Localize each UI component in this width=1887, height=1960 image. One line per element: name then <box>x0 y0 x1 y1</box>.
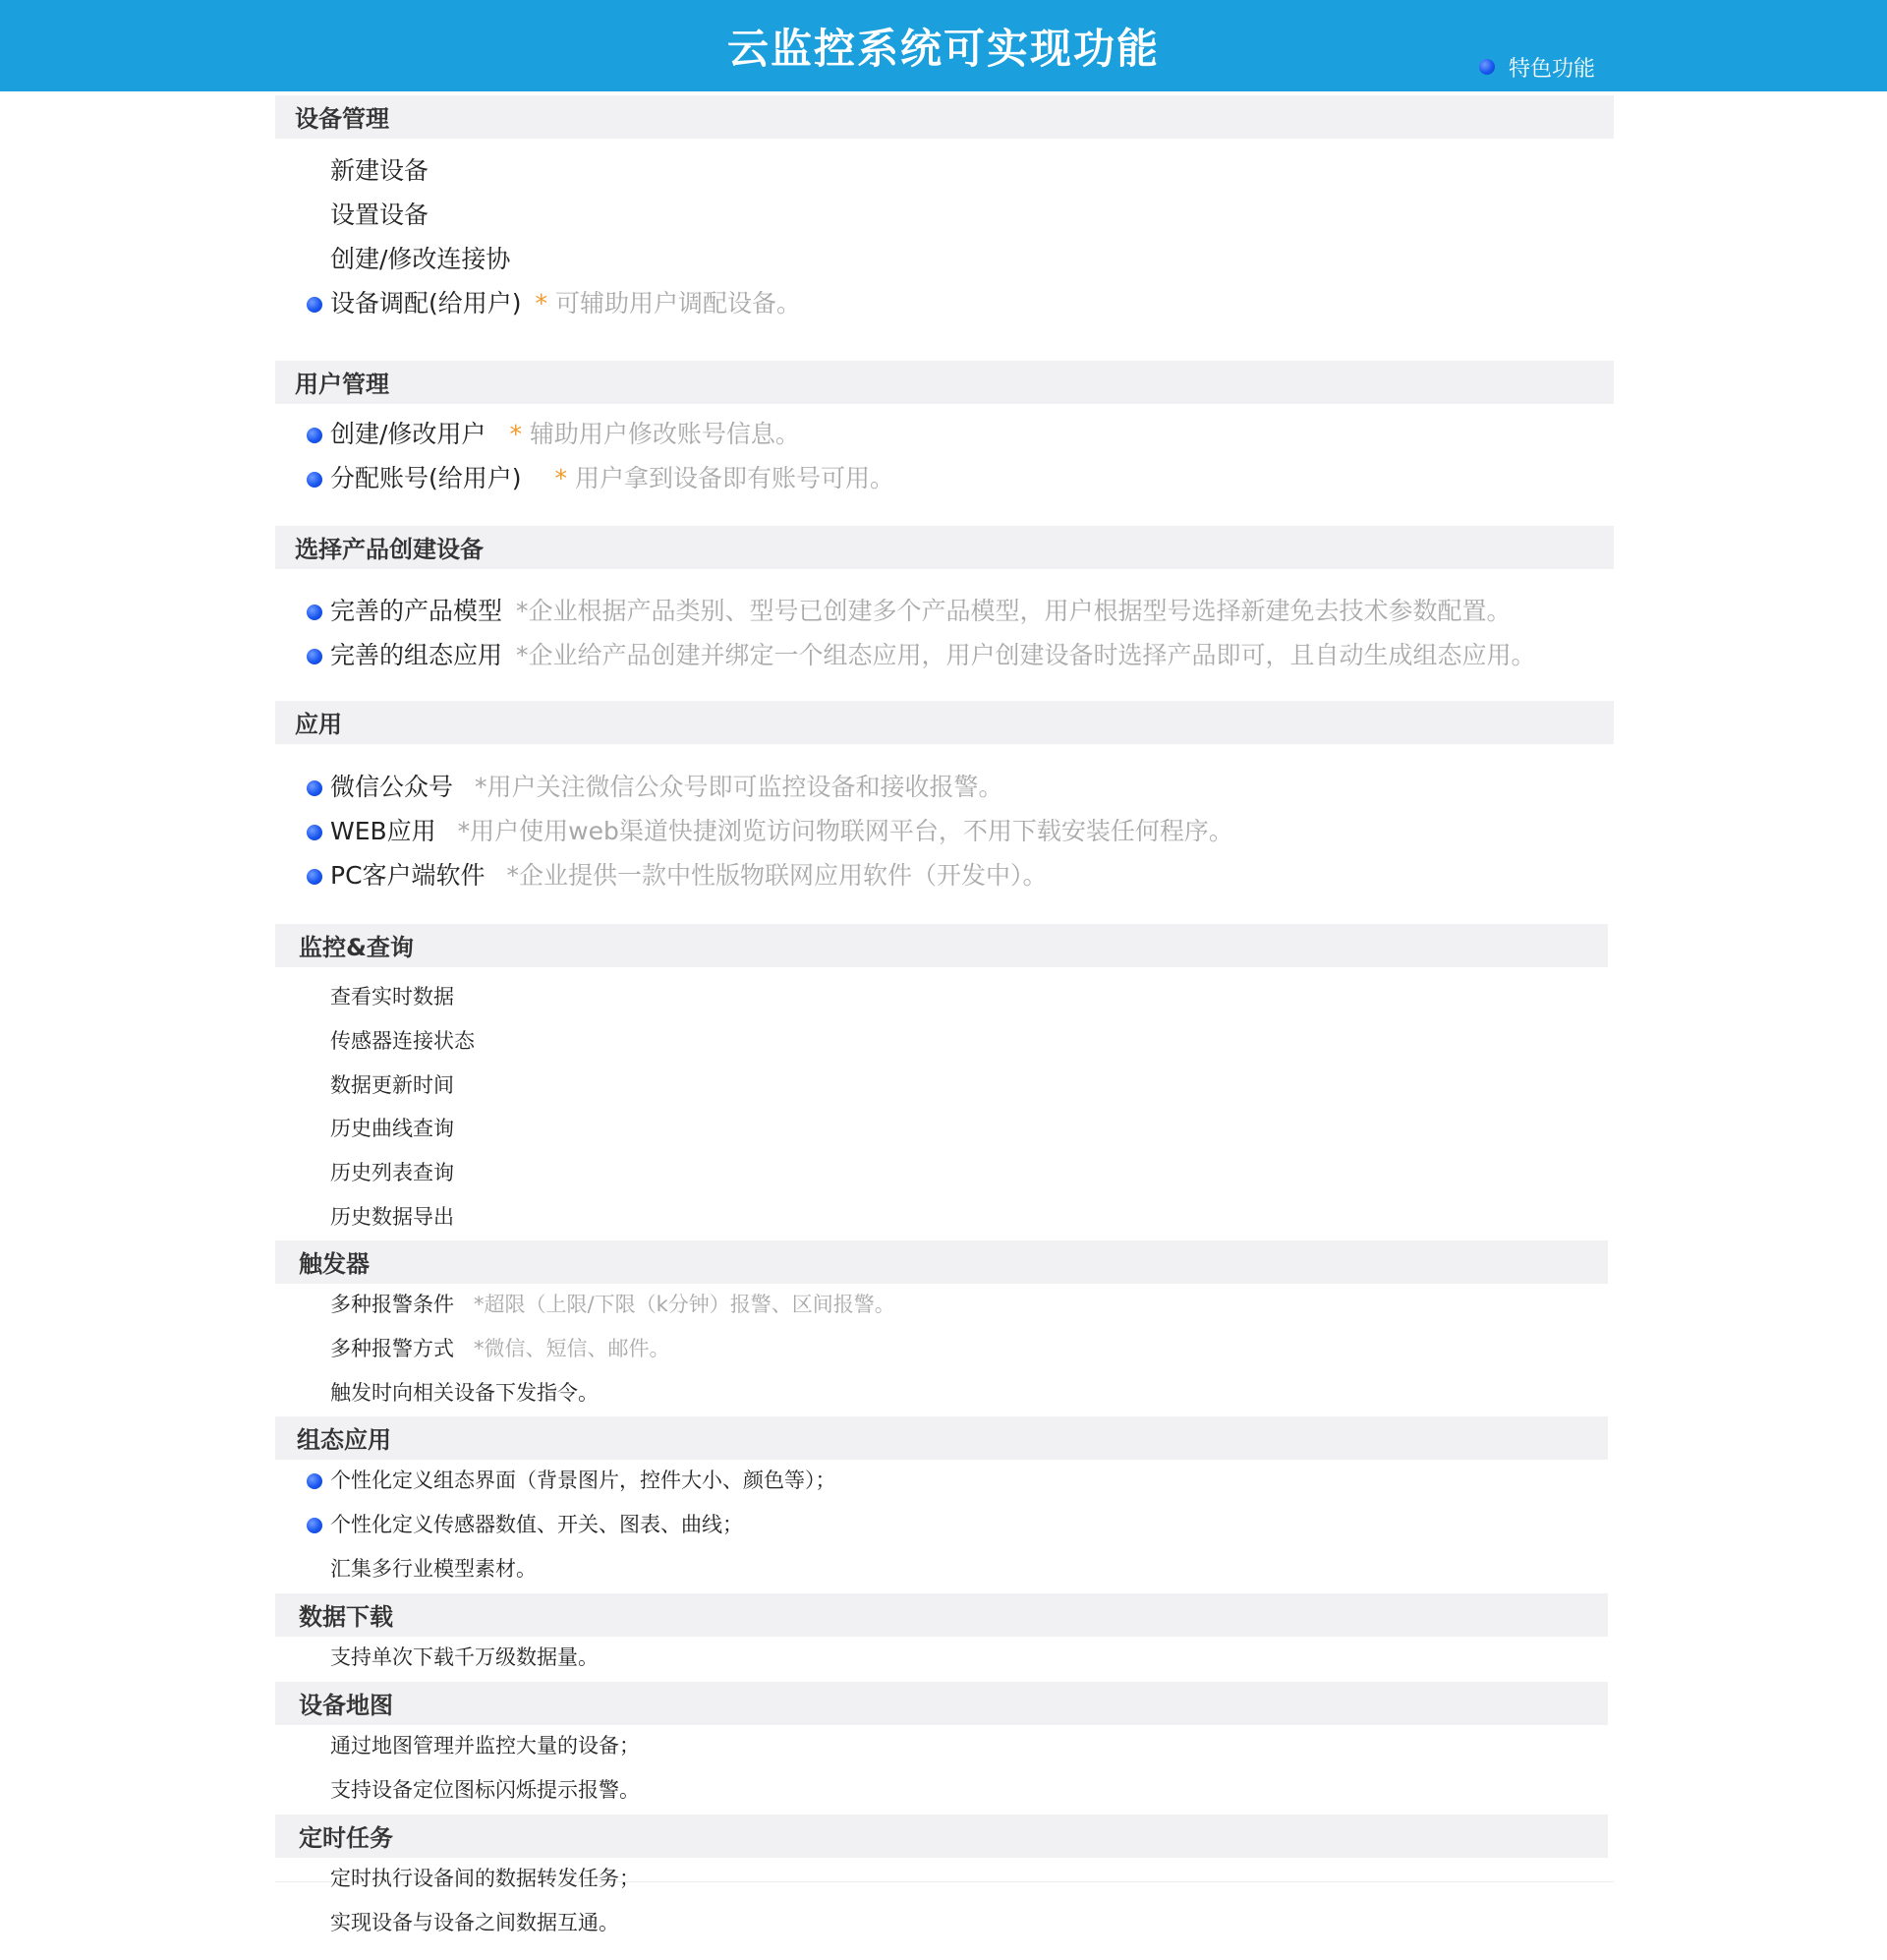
list-item <box>330 634 1536 677</box>
item-label: 查看实时数据 <box>330 985 454 1009</box>
item-label: 个性化定义组态界面（背景图片，控件大小、颜色等）； <box>330 1469 836 1492</box>
list-item <box>330 413 800 456</box>
list-item <box>330 1901 619 1944</box>
featured-dot-icon <box>307 472 322 488</box>
list-item <box>330 854 1048 897</box>
item-label: 个性化定义传感器数值、开关、图表、曲线； <box>330 1513 743 1536</box>
item-note: *企业提供一款中性版物联网应用软件（开发中）。 <box>506 861 1048 890</box>
section-title: 设备管理 <box>295 105 389 133</box>
item-note: *企业给产品创建并绑定一个组态应用，用户创建设备时选择产品即可，且自动生成组态应用。 <box>516 641 1536 669</box>
list-item <box>330 1064 454 1107</box>
item-label: 创建/修改连接协 <box>330 245 511 273</box>
item-label: 微信公众号 <box>330 773 454 801</box>
featured-dot-icon <box>307 1518 322 1533</box>
item-label: 历史数据导出 <box>330 1205 454 1229</box>
section-header-monitor-query <box>275 924 1608 967</box>
item-label: 历史列表查询 <box>330 1161 454 1184</box>
item-label: 支持设备定位图标闪烁提示报警。 <box>330 1778 640 1802</box>
item-label: 触发时向相关设备下发指令。 <box>330 1381 599 1405</box>
item-label: 分配账号(给用户) <box>330 464 522 492</box>
item-label: WEB应用 <box>330 817 436 845</box>
list-item <box>330 1327 670 1370</box>
item-label: 创建/修改用户 <box>330 420 486 448</box>
item-label: 设置设备 <box>330 201 429 229</box>
featured-dot-icon <box>307 869 322 885</box>
item-label: 定时执行设备间的数据转发任务； <box>330 1867 640 1890</box>
section-header-product-device <box>275 526 1614 569</box>
featured-legend-label: 特色功能 <box>1509 56 1596 82</box>
featured-dot-icon <box>307 780 322 796</box>
section-header-scada-app <box>275 1416 1608 1460</box>
list-item <box>330 1503 743 1546</box>
featured-dot-icon <box>1479 59 1495 75</box>
section-header-applications <box>275 701 1614 744</box>
item-note: * 辅助用户修改账号信息。 <box>509 420 799 448</box>
list-item <box>330 149 429 193</box>
section-title: 应用 <box>295 711 342 738</box>
item-label: 传感器连接状态 <box>330 1029 475 1053</box>
section-title: 用户管理 <box>295 371 389 398</box>
list-item <box>330 1151 454 1194</box>
section-header-device-map <box>275 1682 1608 1725</box>
item-label: 实现设备与设备之间数据互通。 <box>330 1911 619 1934</box>
list-item <box>330 1547 537 1590</box>
section-header-device-management <box>275 95 1614 139</box>
list-item <box>330 238 510 281</box>
list-item <box>330 975 454 1018</box>
section-title: 选择产品创建设备 <box>295 536 484 563</box>
list-item <box>330 1195 454 1239</box>
section-header-data-download <box>275 1593 1608 1637</box>
item-label: 汇集多行业模型素材。 <box>330 1557 537 1581</box>
list-item <box>330 1371 599 1414</box>
section-header-user-management <box>275 361 1614 404</box>
featured-legend <box>1479 49 1595 85</box>
page-header <box>0 0 1887 91</box>
list-item <box>330 810 1233 853</box>
section-title: 设备地图 <box>299 1692 393 1719</box>
list-item <box>330 1459 836 1502</box>
list-item <box>330 1107 454 1150</box>
page-title: 云监控系统可实现功能 <box>726 25 1160 73</box>
item-note: *用户使用web渠道快捷浏览访问物联网平台，不用下载安装任何程序。 <box>457 817 1233 845</box>
featured-dot-icon <box>307 825 322 840</box>
featured-dot-icon <box>307 1473 322 1489</box>
item-label: 设备调配(给用户) <box>330 289 522 317</box>
list-item <box>330 1724 640 1767</box>
list-item <box>330 1857 640 1900</box>
list-item <box>330 194 429 237</box>
list-item <box>330 1019 475 1063</box>
featured-dot-icon <box>307 605 322 620</box>
item-note: * 用户拿到设备即有账号可用。 <box>555 464 894 492</box>
item-label: 历史曲线查询 <box>330 1117 454 1140</box>
featured-dot-icon <box>307 297 322 313</box>
list-item <box>330 590 1512 633</box>
section-title: 监控&查询 <box>299 934 414 961</box>
item-label: 完善的组态应用 <box>330 641 503 669</box>
item-label: 多种报警条件 <box>330 1293 454 1316</box>
item-note: *用户关注微信公众号即可监控设备和接收报警。 <box>475 773 1003 801</box>
list-item <box>330 282 801 325</box>
section-header-scheduled-tasks <box>275 1815 1608 1858</box>
section-title: 组态应用 <box>297 1426 391 1454</box>
item-label: 新建设备 <box>330 156 429 185</box>
list-item <box>330 1283 895 1326</box>
item-note: * 可辅助用户调配设备。 <box>536 289 801 317</box>
section-title: 数据下载 <box>299 1603 393 1631</box>
list-item <box>330 457 894 500</box>
list-item <box>330 1768 640 1812</box>
section-header-triggers <box>275 1240 1608 1284</box>
featured-dot-icon <box>307 428 322 443</box>
item-label: 支持单次下载千万级数据量。 <box>330 1645 599 1669</box>
item-note: *超限（上限/下限（k分钟）报警、区间报警。 <box>474 1293 895 1316</box>
item-label: 数据更新时间 <box>330 1073 454 1097</box>
item-label: 通过地图管理并监控大量的设备； <box>330 1734 640 1758</box>
item-label: 完善的产品模型 <box>330 597 503 625</box>
item-label: 多种报警方式 <box>330 1337 454 1360</box>
item-note: *企业根据产品类别、型号已创建多个产品模型，用户根据型号选择新建免去技术参数配置。 <box>516 597 1512 625</box>
list-item <box>330 1636 599 1679</box>
featured-dot-icon <box>307 649 322 664</box>
list-item <box>330 766 1003 809</box>
item-note: *微信、短信、邮件。 <box>474 1337 670 1360</box>
item-label: PC客户端软件 <box>330 861 486 890</box>
section-title: 触发器 <box>299 1250 370 1278</box>
section-title: 定时任务 <box>299 1824 393 1852</box>
